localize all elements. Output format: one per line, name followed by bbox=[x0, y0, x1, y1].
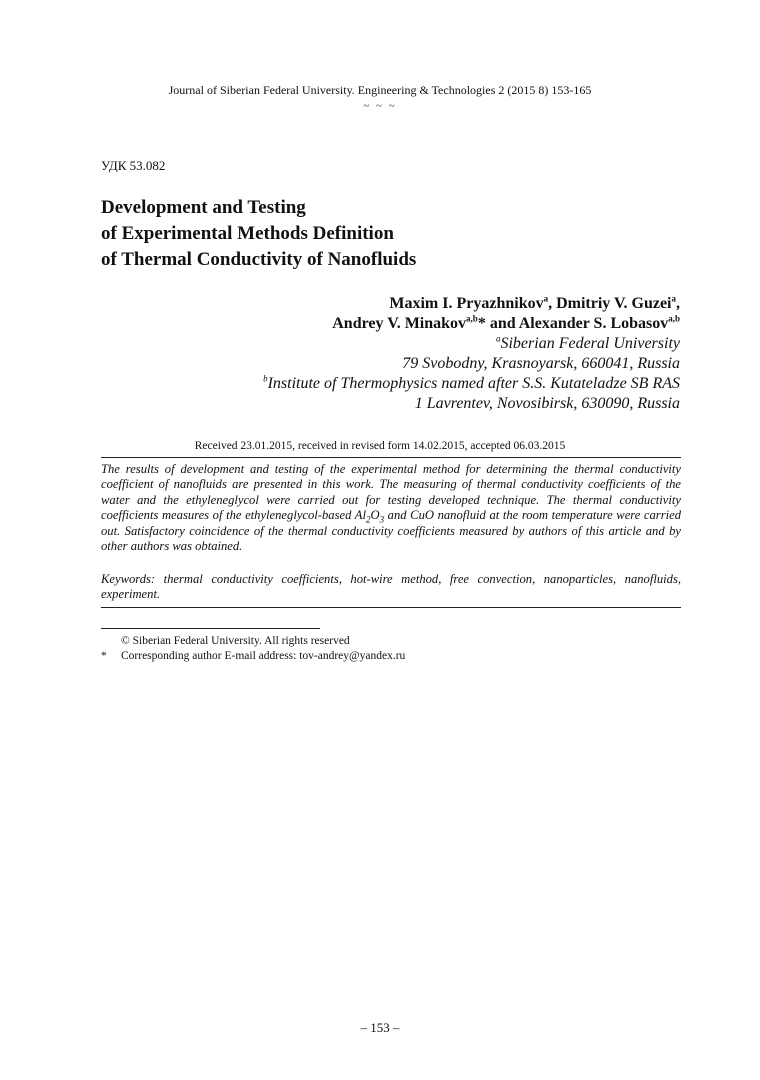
copyright-text: © Siberian Federal University. All rights reserved bbox=[121, 635, 350, 647]
author-line-2 bbox=[120, 314, 680, 334]
author-name: Andrey V. Minakov bbox=[332, 315, 467, 332]
received-dates: Received 23.01.2015, received in revised form 14.02.2015, accepted 06.03.2015 bbox=[194, 440, 566, 452]
abstract-text: The results of development and testing of the experimental method for determining the thermal conductivity coefficient of nanofluids are presented in this work. The measuring of thermal conductivity coefficients of the water and the ethyleneglycol were carried out for testing developed technique. The thermal conductivity coefficients measures of the ethyleneglycol-based Al bbox=[101, 462, 681, 523]
author-line-1 bbox=[120, 294, 680, 314]
affiliation-mark: a bbox=[495, 333, 501, 344]
title-line-2: of Experimental Methods Definition bbox=[101, 223, 394, 244]
affiliation-text: Siberian Federal University bbox=[500, 335, 680, 352]
abstract-subscript: 3 bbox=[379, 514, 385, 525]
affiliation-mark: b bbox=[263, 373, 268, 384]
article-title bbox=[101, 195, 661, 273]
abstract bbox=[101, 462, 681, 554]
affiliation-text: Institute of Thermophysics named after S.S. Kutateladze SB RAS bbox=[267, 375, 680, 392]
affiliation-a-address: 79 Svobodny, Krasnoyarsk, 660041, Russia bbox=[402, 355, 680, 372]
title-line-1: Development and Testing bbox=[101, 197, 306, 218]
author-name: , Dmitriy V. Guzei bbox=[548, 295, 672, 312]
page-number: – 153 – bbox=[360, 1020, 400, 1035]
footnote bbox=[101, 634, 405, 649]
abstract-text: O bbox=[370, 508, 380, 523]
author-separator: , bbox=[676, 295, 680, 312]
footnotes bbox=[101, 634, 405, 664]
author-affiliation-mark: a,b bbox=[668, 313, 680, 324]
affiliation-b-name bbox=[120, 374, 680, 394]
author-affiliation-mark: a bbox=[543, 293, 549, 304]
footnote-divider bbox=[101, 628, 320, 629]
title-line-3: of Thermal Conductivity of Nanofluids bbox=[101, 249, 417, 270]
journal-citation: Journal of Siberian Federal University. Engineering & Technologies 2 (2015 8) 153-165 bbox=[168, 83, 592, 97]
header-ornament: ~ ~ ~ bbox=[363, 100, 397, 112]
authors-block bbox=[120, 294, 680, 414]
affiliation-a-name bbox=[120, 334, 680, 354]
abstract-top-divider bbox=[101, 457, 681, 458]
keywords: Keywords: thermal conductivity coefficients, hot-wire method, free convection, nanoparticles, nanofluids, experiment. bbox=[101, 572, 681, 602]
author-affiliation-mark: a bbox=[671, 293, 676, 304]
journal-header bbox=[0, 83, 760, 113]
abstract-text: and CuO nanofluid at the room temperature were carried out. Satisfactory coincidence of the thermal conductivity coefficients measured by authors of this article and by other authors was obtained. bbox=[101, 508, 681, 554]
footnote-mark: * bbox=[101, 650, 107, 662]
abstract-bottom-divider bbox=[101, 607, 681, 608]
footnote-mark bbox=[101, 634, 121, 649]
udk-code: УДК 53.082 bbox=[101, 158, 166, 173]
author-name: * and Alexander S. Lobasov bbox=[477, 315, 669, 332]
corresponding-author-text: Corresponding author E-mail address: tov-andrey@yandex.ru bbox=[121, 650, 406, 662]
abstract-subscript: 2 bbox=[365, 514, 371, 525]
affiliation-b-address: 1 Lavrentev, Novosibirsk, 630090, Russia bbox=[414, 395, 680, 412]
author-name: Maxim I. Pryazhnikov bbox=[389, 295, 544, 312]
author-affiliation-mark: a,b bbox=[466, 313, 478, 324]
footnote bbox=[101, 649, 405, 664]
